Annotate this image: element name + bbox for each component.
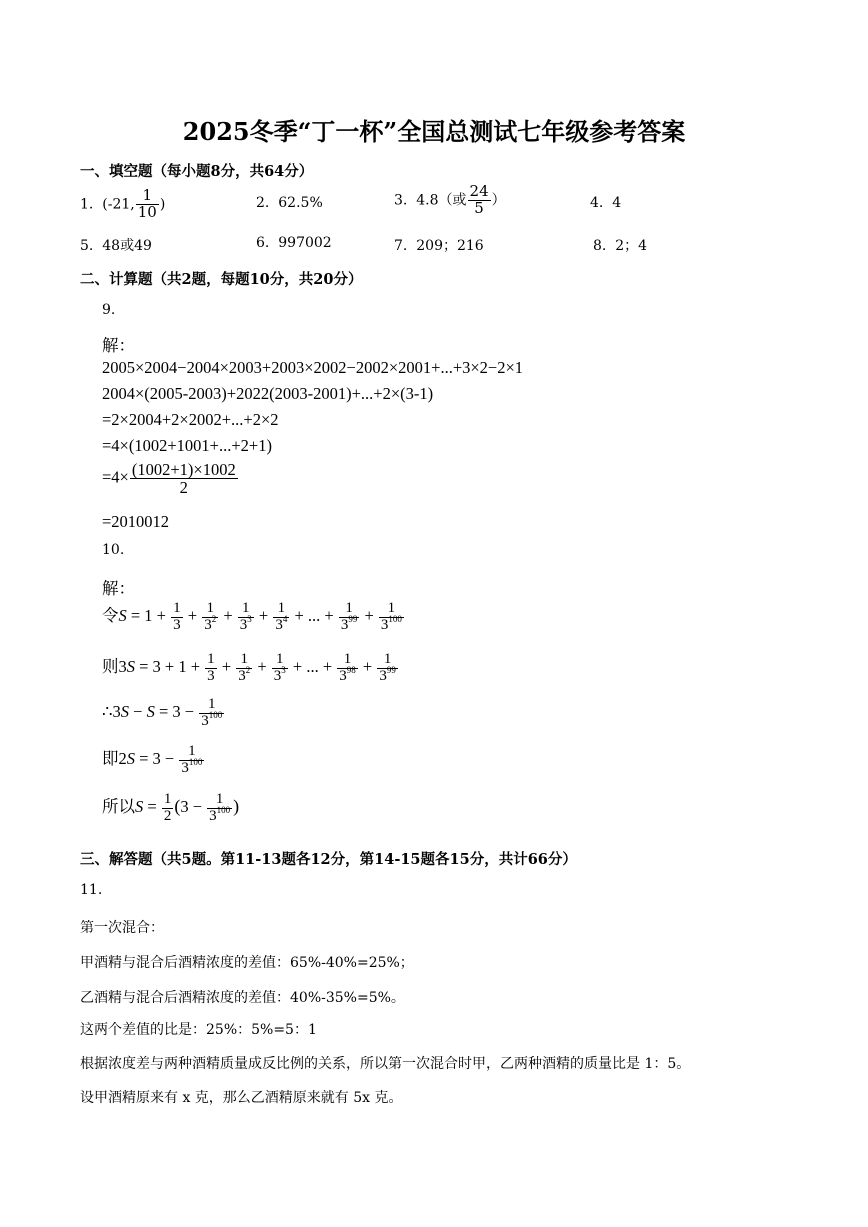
answer-text: 209；216 xyxy=(416,238,484,254)
q9-line-5 xyxy=(102,461,239,497)
answer-fraction xyxy=(468,184,491,217)
answer-6 xyxy=(256,235,332,251)
answer-fraction xyxy=(136,188,159,221)
q11-line-2: 甲酒精与混合后酒精浓度的差值：65%-40%=25%； xyxy=(80,955,414,971)
answer-7 xyxy=(394,235,484,255)
q10-line-3: ∴3S − S = 3 − $\frac{1}{3^{100}}$ xyxy=(102,696,223,729)
answer-8 xyxy=(593,235,647,255)
q11-line-4: 这两个差值的比是：25%：5%=5：1 xyxy=(80,1022,317,1038)
section-3-heading: 三、解答题（共5题。第11-13题各12分，第14-15题各15分，共计66分） xyxy=(80,851,577,868)
answer-post: ） xyxy=(491,192,506,209)
fraction-denominator: 2 xyxy=(130,478,238,496)
q9-fraction xyxy=(130,461,238,497)
q10-line-2: 则3S = 3 + 1 + $\frac{1}{3}$ + $\frac{1}{3^2}$ + $\frac{1}{3^3}$ + ... + $\frac{1}{3^{98}}$ + $\frac{1}{3^{99}}$ xyxy=(102,651,396,684)
q11-line-3: 乙酒精与混合后酒精浓度的差值：40%-35%=5%。 xyxy=(80,990,405,1006)
answer-pre: 4.8（或 xyxy=(416,192,467,209)
q10-ji: 即 xyxy=(102,749,119,769)
answer-label: 7. xyxy=(394,238,408,254)
q10-line-4: 即2S = 3 − $\frac{1}{3^{100}}$ xyxy=(102,743,203,776)
answer-text: 48或49 xyxy=(102,238,152,254)
answer-label: 4. xyxy=(590,195,604,211)
q9-line-3: =2×2004+2×2002+...+2×2 xyxy=(102,410,279,429)
answer-text: 4 xyxy=(612,195,622,211)
q11-line-6: 设甲酒精原来有 x 克，那么乙酒精原来就有 5x 克。 xyxy=(80,1090,403,1106)
answer-label: 2. xyxy=(256,195,270,211)
fraction-denominator: 5 xyxy=(468,200,491,217)
answer-pre: (-21, xyxy=(102,196,135,213)
question-9-jie: 解： xyxy=(102,336,135,355)
answer-label: 6. xyxy=(256,235,270,251)
question-10-jie: 解： xyxy=(102,579,135,598)
answer-label: 5. xyxy=(80,238,94,254)
answer-label: 1. xyxy=(80,196,94,213)
answer-text: 2；4 xyxy=(615,238,648,254)
fraction-numerator: 24 xyxy=(469,182,489,200)
q10-line-5: 所以S = $\frac{1}{2}$ (3 − $\frac{1}{3^{100}}$ ) xyxy=(102,791,240,824)
fraction-denominator: 10 xyxy=(137,202,157,221)
answer-label: 8. xyxy=(593,238,607,254)
question-9-number: 9. xyxy=(102,302,116,318)
q9-line-6: =2010012 xyxy=(102,512,170,531)
q10-suoyi: 所以 xyxy=(102,797,135,817)
question-11-number: 11. xyxy=(80,882,103,898)
answer-text: 997002 xyxy=(278,235,332,251)
section-1-heading: 一、填空题（每小题8分，共64分） xyxy=(80,163,314,180)
answer-2 xyxy=(256,195,323,211)
answer-3 xyxy=(394,184,506,217)
page-title: 2025冬季“丁一杯”全国总测试七年级参考答案 xyxy=(182,117,686,146)
section-2-heading: 二、计算题（共2题，每题10分，共20分） xyxy=(80,271,363,288)
q11-line-1: 第一次混合： xyxy=(80,920,164,936)
q9-line-4: =4×(1002+1001+...+2+1) xyxy=(102,436,272,455)
fraction-numerator: (1002+1)×1002 xyxy=(131,460,236,479)
answer-4 xyxy=(590,195,621,211)
question-10-number: 10. xyxy=(102,542,125,558)
answer-text: 62.5% xyxy=(278,195,323,211)
q10-ze: 则 xyxy=(102,657,119,677)
answer-post: ) xyxy=(159,196,166,213)
answer-5 xyxy=(80,235,152,255)
q11-line-5: 根据浓度差与两种酒精质量成反比例的关系，所以第一次混合时甲，乙两种酒精的质量比是 1：5。 xyxy=(80,1056,691,1072)
answer-label: 3. xyxy=(394,192,408,209)
q10-line-1: 令S = 1 + $\frac{1}{3}$ + $\frac{1}{3^2}$ + $\frac{1}{3^3}$ + $\frac{1}{3^4}$ + ... + $\frac{1}{3^{99}}$ + $\frac{1}{3^{100}}$ xyxy=(102,600,402,633)
q9-line-1: 2005×2004−2004×2003+2003×2002−2002×2001+...+3×2−2×1 xyxy=(102,358,524,377)
q10-ling: 令 xyxy=(102,606,119,626)
q10-therefore: ∴ xyxy=(102,702,113,722)
answer-1 xyxy=(80,188,165,221)
q9-line-5-prefix: =4× xyxy=(102,467,129,487)
q9-line-2: 2004×(2005-2003)+2022(2003-2001)+...+2×(3-1) xyxy=(102,384,434,403)
fraction-numerator: 1 xyxy=(142,186,153,204)
